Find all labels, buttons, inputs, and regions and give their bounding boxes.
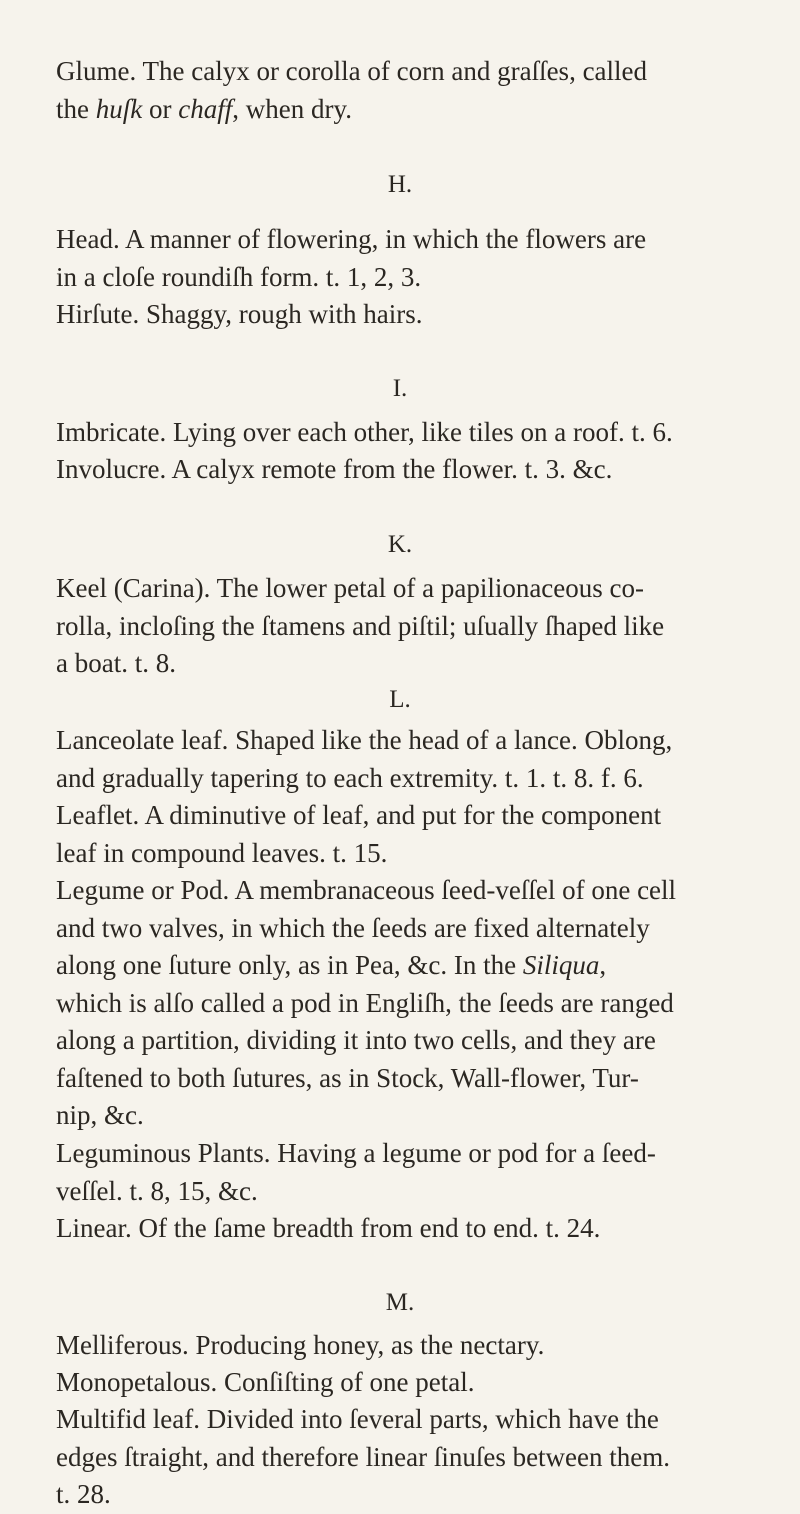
- entry-glume: [56, 53, 800, 128]
- section-heading-m: M.: [385, 1289, 415, 1316]
- entry-line: Multifid leaf. Divided into ſeveral parts, which have the: [56, 1404, 659, 1434]
- entry-multifid: [56, 1401, 800, 1514]
- entry-line: leaf in compound leaves. t. 15.: [56, 837, 388, 868]
- italic-term: huſk: [95, 93, 143, 124]
- entry-line: rolla, incloſing the ſtamens and piſtil; uſually ſhaped like: [56, 610, 665, 641]
- entry-line: Glume. The calyx or corolla of corn and graſſes, called: [56, 56, 648, 86]
- entry-line: veſſel. t. 8, 15, &c.: [56, 1175, 258, 1206]
- entry-line: faſtened to both ſutures, as in Stock, Wall-flower, Tur-: [56, 1062, 639, 1093]
- entry-line: which is alſo called a pod in Engliſh, the ſeeds are ranged: [56, 987, 674, 1018]
- entry-line: Leaflet. A diminutive of leaf, and put for the component: [56, 800, 662, 830]
- entry-hirsute: [56, 296, 800, 334]
- entry-linear: [56, 1210, 800, 1248]
- entry-line: the huſk or chaff, when dry.: [56, 93, 352, 124]
- entry-line: and gradually tapering to each extremity. t. 1. t. 8. f. 6.: [56, 762, 644, 793]
- entry-line: along one ſuture only, as in Pea, &c. In the Siliqua,: [56, 950, 607, 980]
- entry-line: Leguminous Plants. Having a legume or pod for a ſeed-: [56, 1138, 656, 1168]
- section-heading-k: K.: [387, 531, 413, 558]
- entry-monopetalous: [56, 1364, 800, 1402]
- entry-head: [56, 221, 800, 296]
- entry-line: Head. A manner of flowering, in which the flowers are: [56, 224, 647, 254]
- entry-line: in a cloſe roundiſh form. t. 1, 2, 3.: [56, 261, 422, 292]
- entry-line: nip, &c.: [56, 1100, 144, 1130]
- italic-term: Siliqua: [522, 950, 600, 980]
- entry-line: edges ſtraight, and therefore linear ſinuſes between them.: [56, 1441, 671, 1472]
- entry-line: t. 28.: [56, 1479, 111, 1509]
- entry-involucre: [56, 451, 800, 489]
- section-heading-l: L.: [389, 686, 411, 713]
- entry-line: and two valves, in which the ſeeds are fixed alternately: [56, 912, 650, 943]
- entry-leaflet: [56, 797, 800, 872]
- entry-line: Linear. Of the ſame breadth from end to end. t. 24.: [56, 1213, 601, 1243]
- section-heading-i: I.: [392, 375, 408, 402]
- entry-keel: [56, 570, 800, 683]
- section-heading-h: H.: [387, 171, 413, 198]
- entry-leguminous: [56, 1135, 800, 1210]
- entry-line: Imbricate. Lying over each other, like tiles on a roof. t. 6.: [56, 417, 673, 447]
- entry-line: Keel (Carina). The lower petal of a papilionaceous co-: [56, 573, 645, 603]
- entry-line: Lanceolate leaf. Shaped like the head of a lance. Oblong,: [56, 725, 673, 755]
- entry-line: Legume or Pod. A membranaceous ſeed-veſſel of one cell: [56, 875, 677, 905]
- entry-lanceolate: [56, 722, 800, 797]
- italic-term: chaff: [178, 93, 233, 124]
- entry-legume: [56, 872, 800, 1135]
- entry-line: a boat. t. 8.: [56, 648, 176, 678]
- entry-line: Involucre. A calyx remote from the flower. t. 3. &c.: [56, 454, 613, 484]
- entry-melliferous: [56, 1327, 800, 1365]
- entry-imbricate: [56, 414, 800, 452]
- entry-line: Monopetalous. Conſiſting of one petal.: [56, 1367, 475, 1397]
- entry-line: Hirſute. Shaggy, rough with hairs.: [56, 299, 423, 329]
- entry-line: along a partition, dividing it into two cells, and they are: [56, 1025, 656, 1055]
- entry-line: Melliferous. Producing honey, as the nectary.: [56, 1330, 545, 1360]
